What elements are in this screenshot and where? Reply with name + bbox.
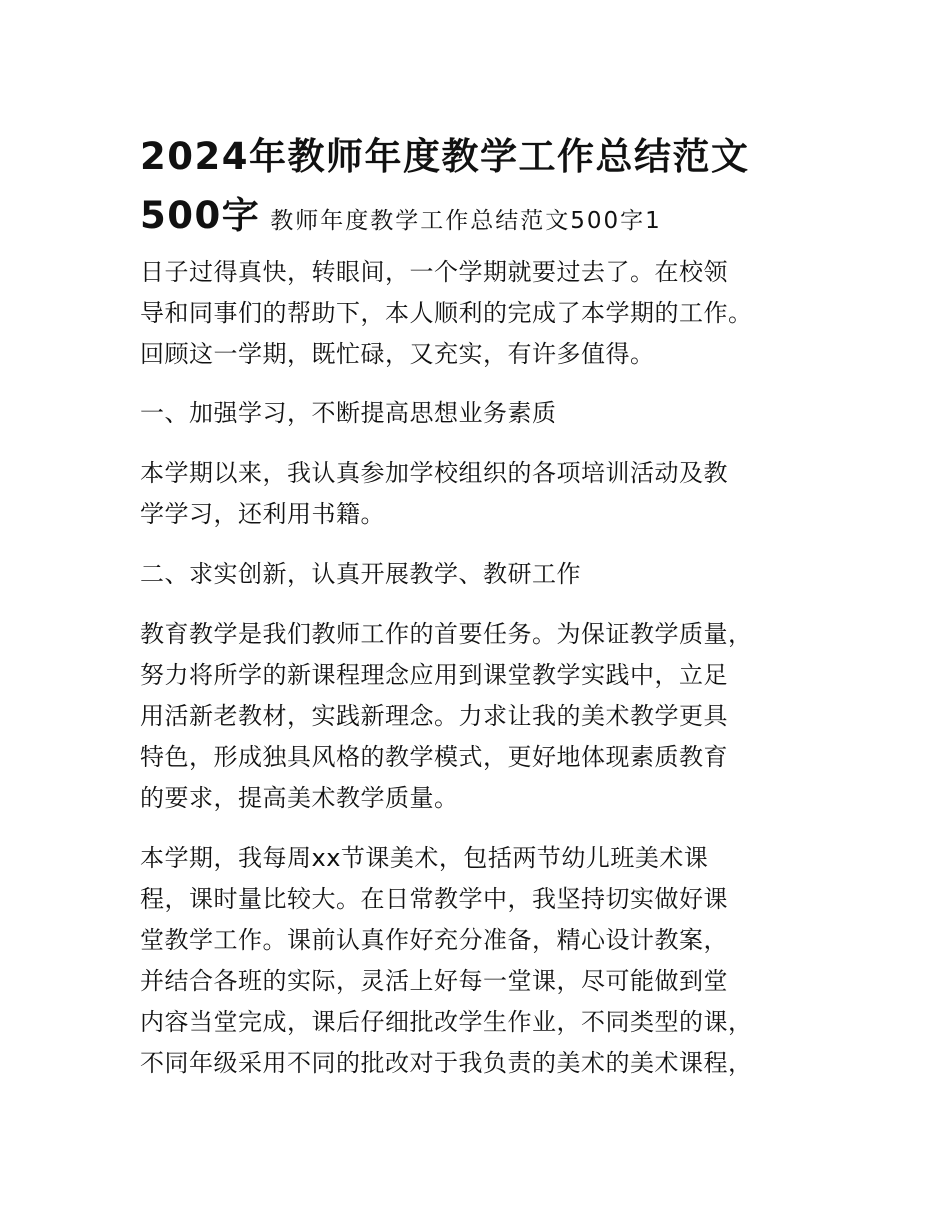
text-line: 不同年级采用不同的批改对于我负责的美术的美术课程，: [140, 1049, 753, 1077]
text-line: 用活新老教材，实践新理念。力求让我的美术教学更具: [140, 702, 728, 730]
text-line: 努力将所学的新课程理念应用到课堂教学实践中，立足: [140, 661, 728, 689]
text-line: 本学期，我每周xx节课美术，包括两节幼儿班美术课: [140, 844, 709, 872]
text-line: 学学习，还利用书籍。: [140, 500, 385, 528]
text-line: 一、加强学习，不断提高思想业务素质: [140, 399, 557, 427]
title-text-2: 500字: [140, 194, 261, 237]
text-line: 并结合各班的实际，灵活上好每一堂课，尽可能做到堂: [140, 967, 728, 995]
document-subtitle: 教师年度教学工作总结范文500字1: [270, 208, 662, 234]
section-heading-1: [140, 393, 830, 434]
section-heading-2: [140, 554, 830, 595]
document-title-line-1: [140, 126, 749, 180]
text-line: 特色，形成独具风格的教学模式，更好地体现素质教育: [140, 743, 728, 771]
paragraph-intro: [140, 252, 830, 375]
document-title-line-2: [140, 185, 662, 239]
paragraph-teaching: [140, 614, 830, 819]
text-line: 内容当堂完成，课后仔细批改学生作业，不同类型的课，: [140, 1008, 753, 1036]
text-line: 教育教学是我们教师工作的首要任务。为保证教学质量，: [140, 620, 753, 648]
text-line: 日子过得真快，转眼间，一个学期就要过去了。在校领: [140, 258, 728, 286]
text-line: 回顾这一学期，既忙碌，又充实，有许多值得。: [140, 340, 655, 368]
title-text-1: 2024年教师年度教学工作总结范文: [140, 135, 750, 178]
text-line: 堂教学工作。课前认真作好充分准备，精心设计教案，: [140, 926, 728, 954]
paragraph-study: [140, 453, 830, 535]
text-line: 导和同事们的帮助下，本人顺利的完成了本学期的工作。: [140, 299, 753, 327]
text-line: 程，课时量比较大。在日常教学中，我坚持切实做好课: [140, 885, 728, 913]
text-line: 的要求，提高美术教学质量。: [140, 784, 459, 812]
text-line: 二、求实创新，认真开展教学、教研工作: [140, 560, 581, 588]
paragraph-semester: [140, 838, 830, 1084]
text-line: 本学期以来，我认真参加学校组织的各项培训活动及教: [140, 459, 728, 487]
